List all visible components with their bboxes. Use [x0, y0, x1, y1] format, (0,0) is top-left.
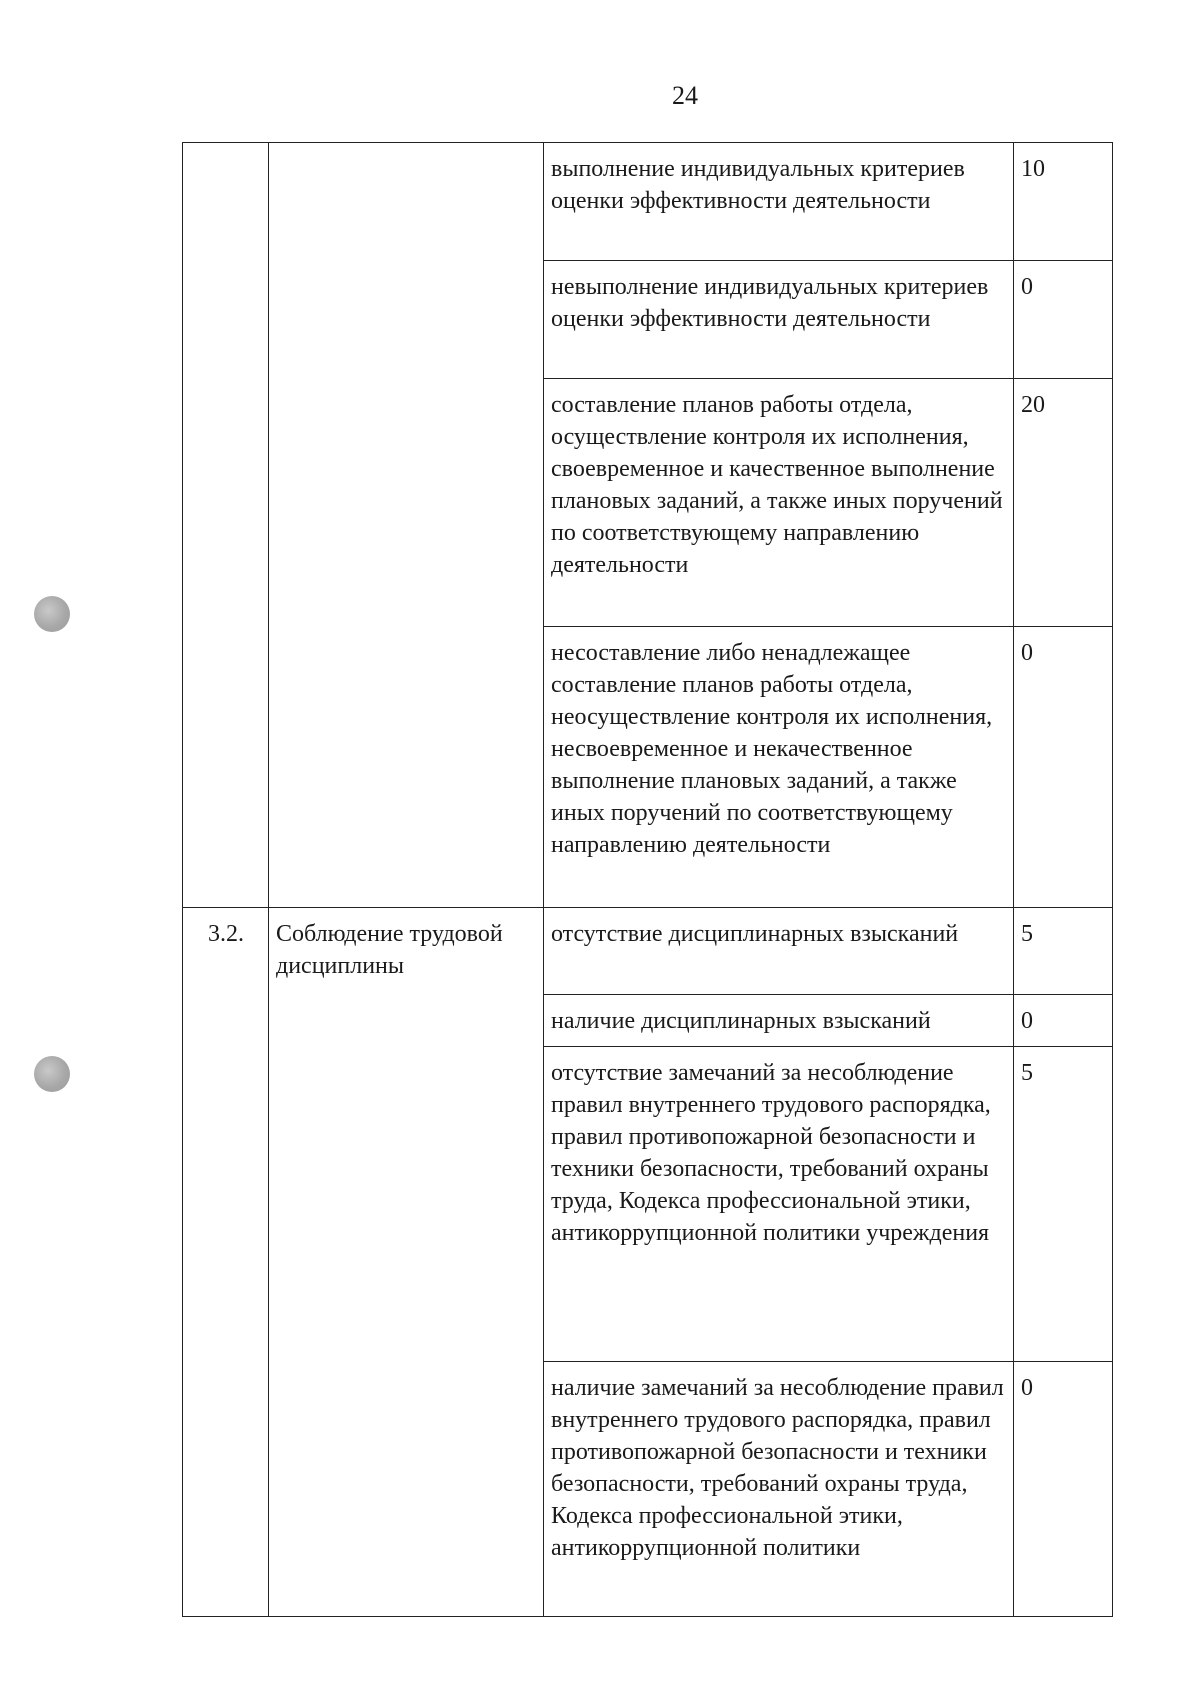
condition-cell: наличие дисциплинарных взысканий [544, 995, 1014, 1047]
score-cell: 0 [1014, 995, 1113, 1047]
table-row [183, 908, 1113, 995]
criterion-name-cell: Соблюдение трудовой дисциплины [269, 908, 544, 1617]
punch-hole-mark [34, 1056, 70, 1092]
score-cell: 0 [1014, 261, 1113, 379]
score-cell: 5 [1014, 1047, 1113, 1362]
page-number: 24 [672, 81, 698, 110]
punch-hole-mark [34, 596, 70, 632]
criterion-number-cell: 3.2. [183, 908, 269, 1617]
condition-cell: наличие замечаний за несоблюдение правил внутреннего трудового распорядка, правил противопожарной безопасности и техники безопасности, требований охраны труда, Кодекса профессиональной этики, антикоррупционной политики [544, 1362, 1014, 1617]
condition-cell: несоставление либо ненадлежащее составление планов работы отдела, неосуществление контроля их исполнения, несвоевременное и некачественное выполнение плановых заданий, а также иных поручений по соответствующему направлению деятельности [544, 627, 1014, 908]
criterion-name-cell [269, 143, 544, 908]
table-row [183, 143, 1113, 261]
condition-cell: выполнение индивидуальных критериев оценки эффективности деятельности [544, 143, 1014, 261]
criteria-table [182, 142, 1113, 1617]
criterion-number-cell [183, 143, 269, 908]
score-cell: 20 [1014, 379, 1113, 627]
score-cell: 10 [1014, 143, 1113, 261]
score-cell: 0 [1014, 627, 1113, 908]
condition-cell: составление планов работы отдела, осуществление контроля их исполнения, своевременное и качественное выполнение плановых заданий, а также иных поручений по соответствующему направлению деятельности [544, 379, 1014, 627]
condition-cell: отсутствие дисциплинарных взысканий [544, 908, 1014, 995]
score-cell: 5 [1014, 908, 1113, 995]
condition-cell: отсутствие замечаний за несоблюдение правил внутреннего трудового распорядка, правил противопожарной безопасности и техники безопасности, требований охраны труда, Кодекса профессиональной этики, антикоррупционной политики учреждения [544, 1047, 1014, 1362]
score-cell: 0 [1014, 1362, 1113, 1617]
condition-cell: невыполнение индивидуальных критериев оценки эффективности деятельности [544, 261, 1014, 379]
